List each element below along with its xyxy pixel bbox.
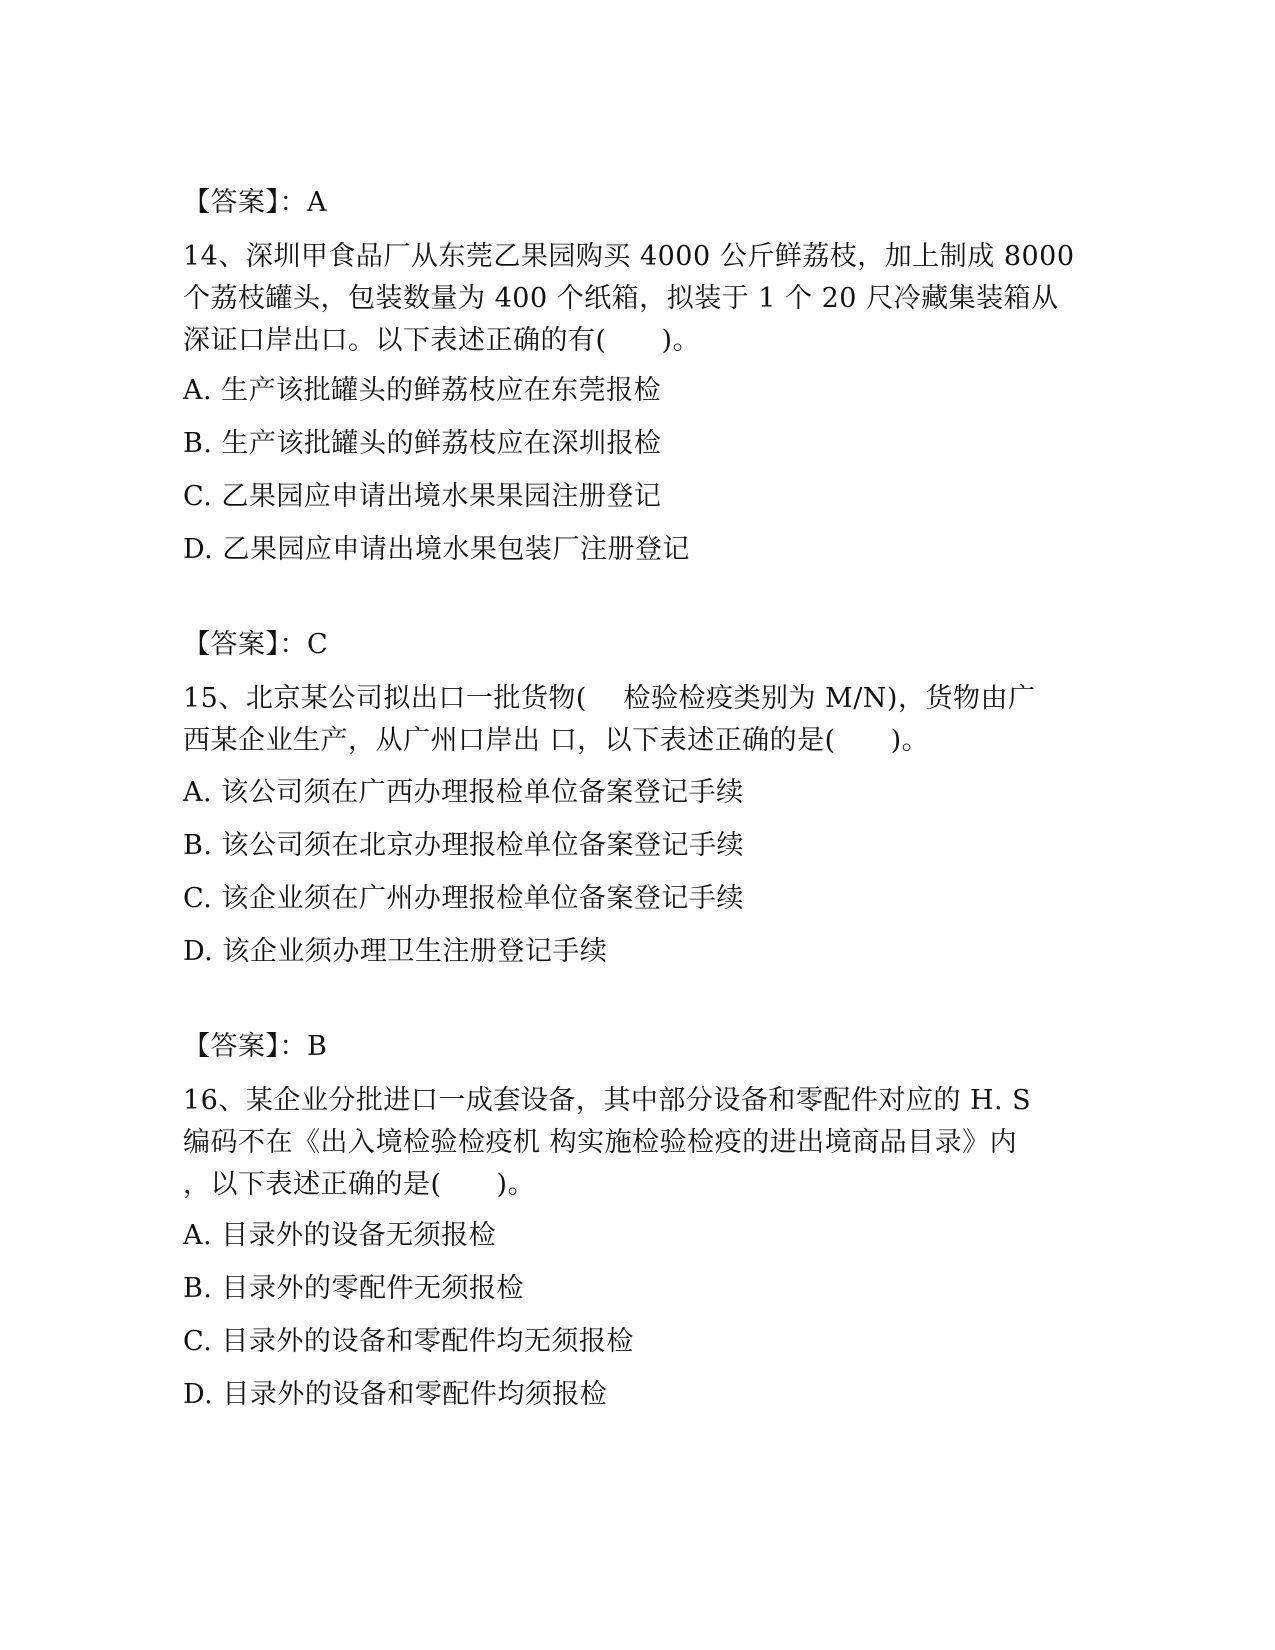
question-16-option-d: D. 目录外的设备和零配件均须报检 [183,1379,608,1410]
question-16-option-c: C. 目录外的设备和零配件均无须报检 [183,1326,634,1357]
question-14-stem-line-2: 个荔枝罐头，包装数量为 400 个纸箱，拟装于 1 个 20 尺冷藏集装箱从 [183,283,1059,314]
question-15-stem-line-2: 西某企业生产，从广州口岸出 口，以下表述正确的是( )。 [183,725,930,756]
question-15-option-b: B. 该公司须在北京办理报检单位备案登记手续 [183,830,745,861]
question-14-stem-line-1: 14、深圳甲食品厂从东莞乙果园购买 4000 公斤鲜荔枝，加上制成 8000 [183,241,1075,272]
question-16-stem-line-2: 编码不在《出入境检验检疫机 构实施检验检疫的进出境商品目录》内 [183,1127,1018,1158]
question-16-stem-line-1: 16、某企业分批进口一成套设备，其中部分设备和零配件对应的 H. S [183,1085,1032,1116]
question-14-option-b: B. 生产该批罐头的鲜荔枝应在深圳报检 [183,428,662,459]
question-14-option-a: A. 生产该批罐头的鲜荔枝应在东莞报检 [183,375,662,406]
question-15-option-a: A. 该公司须在广西办理报检单位备案登记手续 [183,777,744,808]
question-14-option-c: C. 乙果园应申请出境水果果园注册登记 [183,481,662,512]
question-15-option-d: D. 该企业须办理卫生注册登记手续 [183,936,608,967]
answer-15: 【答案】：B [183,1031,328,1062]
question-16-option-a: A. 目录外的设备无须报检 [183,1220,497,1251]
answer-13: 【答案】：A [183,187,327,218]
question-14-stem-line-3: 深证口岸出口。以下表述正确的有( )。 [183,325,701,356]
question-15-stem-line-1: 15、北京某公司拟出口一批货物( 检验检疫类别为 M/N)，货物由广 [183,683,1036,714]
question-15-option-c: C. 该企业须在广州办理报检单位备案登记手续 [183,883,744,914]
answer-14: 【答案】：C [183,629,329,660]
question-16-option-b: B. 目录外的零配件无须报检 [183,1273,525,1304]
question-14-option-d: D. 乙果园应申请出境水果包装厂注册登记 [183,534,690,565]
question-16-stem-line-3: ，以下表述正确的是( )。 [183,1169,536,1200]
